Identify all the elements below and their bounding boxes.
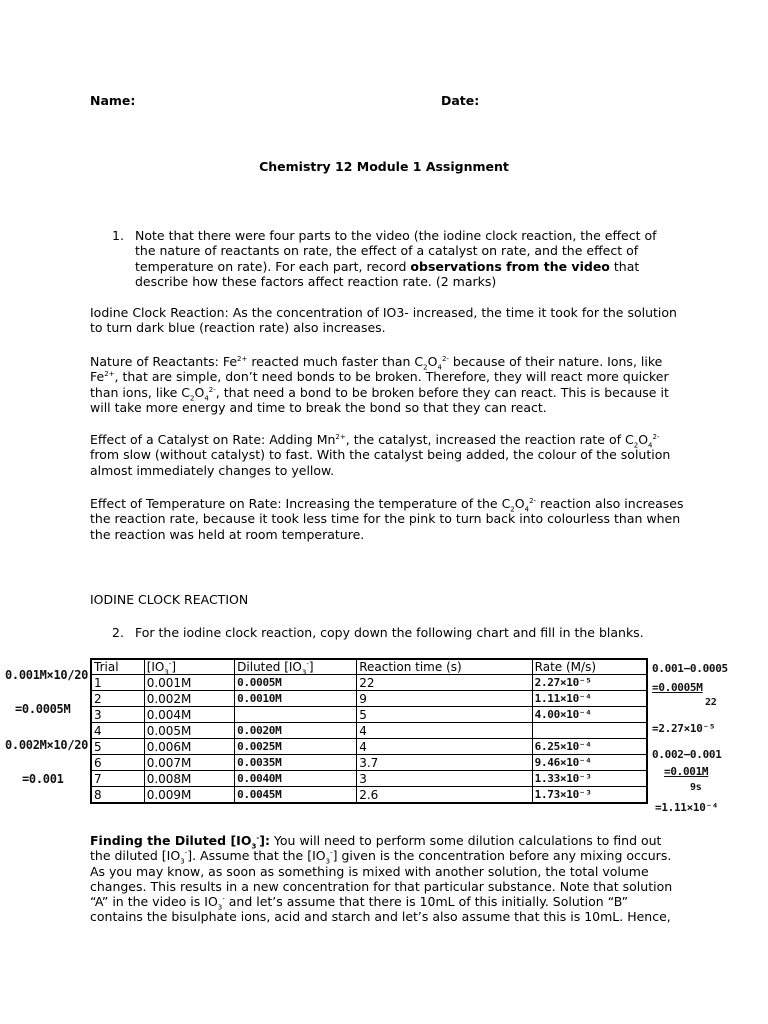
trial-cell — [91, 787, 144, 804]
rate-cell-value: 1.11×10⁻⁴ — [534, 692, 592, 705]
question-2-text: For the iodine clock reaction, copy down the following chart and fill in the blanks. — [135, 625, 644, 640]
concentration-cell-value: 0.009M — [146, 787, 192, 802]
margin-note-left: =0.0005M — [15, 702, 71, 716]
concentration-cell-value: 0.007M — [146, 755, 192, 770]
margin-note-left: 0.001M×10/20 — [5, 668, 89, 682]
concentration-cell-value: 0.006M — [146, 739, 192, 754]
trial-cell-value: 1 — [94, 675, 102, 690]
reaction-time-cell-value: 5 — [359, 707, 367, 722]
margin-note-right: =2.27×10⁻⁵ — [652, 722, 716, 735]
table-row — [91, 771, 647, 787]
concentration-cell — [144, 755, 234, 771]
header-trial: Trial — [91, 659, 144, 675]
chart-header-row — [91, 659, 647, 675]
reaction-time-cell — [357, 771, 532, 787]
diluted-cell — [235, 723, 357, 739]
concentration-cell — [144, 675, 234, 691]
trial-cell-value: 7 — [94, 771, 102, 786]
margin-note-left: 0.002M×10/20 — [5, 738, 89, 752]
trial-cell — [91, 707, 144, 723]
table-row — [91, 755, 647, 771]
rate-cell — [532, 691, 647, 707]
trial-cell-value: 2 — [94, 691, 102, 706]
concentration-cell-value: 0.001M — [146, 675, 192, 690]
section-heading: IODINE CLOCK REACTION — [90, 592, 249, 607]
concentration-cell-value: 0.004M — [146, 707, 192, 722]
concentration-cell — [144, 739, 234, 755]
reaction-time-cell-value: 4 — [359, 723, 367, 738]
trial-cell — [91, 723, 144, 739]
trial-cell-value: 3 — [94, 707, 102, 722]
answer-iodine-clock: Iodine Clock Reaction: As the concentration of IO3- increased, the time it took for the solution to turn dark blue (reaction rate) also increases. — [90, 305, 677, 336]
header-diluted-concentration: Diluted $[IO_3^-]$ — [235, 659, 357, 675]
rate-cell-value: 2.27×10⁻⁵ — [534, 676, 592, 689]
table-row — [91, 675, 647, 691]
rate-cell-value: 4.00×10⁻⁴ — [534, 708, 592, 721]
page-title: Chemistry 12 Module 1 Assignment — [259, 159, 509, 174]
iodine-clock-chart — [90, 658, 648, 804]
diluted-cell-value: 0.0010M — [237, 692, 282, 705]
reaction-time-cell — [357, 691, 532, 707]
header-concentration: $[IO_3^-]$ — [144, 659, 234, 675]
reaction-time-cell-value: 22 — [359, 675, 375, 690]
table-row — [91, 723, 647, 739]
trial-cell — [91, 771, 144, 787]
answer-catalyst: Effect of a Catalyst on Rate: Adding $Mn^{2+}$, the catalyst, increased the reaction rate of $C_2O_4^{2-}$ from slow (without catalyst) to fast. With the catalyst being added, the colour of the solution almost immediately changes to yellow. — [90, 432, 671, 478]
diluted-cell-value: 0.0025M — [237, 740, 282, 753]
reaction-time-cell-value: 9 — [359, 691, 367, 706]
margin-note-right: =0.0005M — [652, 681, 703, 694]
margin-note-right: =0.001M — [664, 765, 709, 778]
diluted-cell-value: 0.0045M — [237, 788, 282, 801]
trial-cell-value: 6 — [94, 755, 102, 770]
diluted-cell-value: 0.0040M — [237, 772, 282, 785]
finding-diluted-label: Finding the Diluted $[IO_3^-]$: — [90, 833, 270, 851]
diluted-cell — [235, 787, 357, 804]
question-1-text — [135, 228, 675, 289]
concentration-cell-value: 0.005M — [146, 723, 192, 738]
diluted-cell — [235, 707, 357, 723]
diluted-cell — [235, 755, 357, 771]
rate-cell-value: 1.73×10⁻³ — [534, 788, 592, 801]
reaction-time-cell — [357, 755, 532, 771]
question-2-number: 2. — [112, 625, 124, 640]
trial-cell — [91, 675, 144, 691]
table-row — [91, 787, 647, 804]
margin-note-right: 0.002−0.001 — [652, 748, 722, 761]
diluted-cell — [235, 675, 357, 691]
diluted-cell — [235, 771, 357, 787]
rate-cell-value: 6.25×10⁻⁴ — [534, 740, 592, 753]
rate-cell — [532, 739, 647, 755]
question-1-text-part: that describe how these factors affect reaction rate. (2 marks) — [135, 258, 640, 289]
diluted-cell-value: 0.0035M — [237, 756, 282, 769]
reaction-time-cell — [357, 739, 532, 755]
trial-cell-value: 5 — [94, 739, 102, 754]
rate-cell — [532, 723, 647, 739]
trial-cell — [91, 691, 144, 707]
concentration-cell — [144, 691, 234, 707]
reaction-time-cell — [357, 723, 532, 739]
concentration-cell — [144, 723, 234, 739]
answer-temperature: Effect of Temperature on Rate: Increasing the temperature of the $C_2O_4^{2-}$ reaction also increases the reaction rate, because it took less time for the pink to turn back into colourless than when the reaction was held at room temperature. — [90, 496, 684, 542]
rate-cell — [532, 755, 647, 771]
diluted-cell — [235, 691, 357, 707]
reaction-time-cell-value: 3 — [359, 771, 367, 786]
diluted-cell-value: 0.0005M — [237, 676, 282, 689]
name-label: Name: — [90, 93, 136, 108]
margin-note-left: =0.001 — [22, 772, 64, 786]
table-row — [91, 691, 647, 707]
table-row — [91, 739, 647, 755]
answer-nature-of-reactants: Nature of Reactants: $Fe^{2+}$ reacted much faster than $C_2O_4^{2-}$ because of their nature. Ions, like $Fe^{2+}$, that are simple, don’t need bonds to be broken. Therefore, they will react more quicker than ions, like $C_2O_4^{2-}$, that need a bond to be broken before they can react. This is because it will take more energy and time to break the bond so that they can react. — [90, 354, 669, 415]
margin-note-right: 9s — [690, 782, 702, 793]
concentration-cell-value: 0.008M — [146, 771, 192, 786]
trial-cell-value: 4 — [94, 723, 102, 738]
trial-cell — [91, 739, 144, 755]
reaction-time-cell-value: 4 — [359, 739, 367, 754]
trial-cell-value: 8 — [94, 787, 102, 802]
header-rate: Rate (M/s) — [532, 659, 647, 675]
table-row — [91, 707, 647, 723]
margin-note-right: 22 — [705, 697, 717, 708]
rate-cell — [532, 675, 647, 691]
rate-cell — [532, 771, 647, 787]
reaction-time-cell-value: 2.6 — [359, 787, 379, 802]
rate-cell — [532, 787, 647, 804]
margin-note-right: 0.001−0.0005 — [652, 662, 728, 675]
reaction-time-cell — [357, 707, 532, 723]
question-1-number: 1. — [112, 228, 124, 243]
concentration-cell-value: 0.002M — [146, 691, 192, 706]
date-label: Date: — [441, 93, 480, 108]
diluted-cell-value: 0.0020M — [237, 724, 282, 737]
question-1-text-part: Note that there were four parts to the video (the iodine clock reaction, the effect of the nature of reactants on rate, the effect of a catalyst on rate, and the effect of temperature on rate). For each part, record — [135, 228, 657, 274]
trial-cell — [91, 755, 144, 771]
reaction-time-cell — [357, 675, 532, 691]
question-1-bold-text: observations from the video — [410, 258, 610, 274]
rate-cell-value: 9.46×10⁻⁴ — [534, 756, 592, 769]
reaction-time-cell — [357, 787, 532, 804]
rate-cell-value: 1.33×10⁻³ — [534, 772, 592, 785]
diluted-cell — [235, 739, 357, 755]
reaction-time-cell-value: 3.7 — [359, 755, 379, 770]
header-reaction-time: Reaction time (s) — [357, 659, 532, 675]
concentration-cell — [144, 707, 234, 723]
concentration-cell — [144, 771, 234, 787]
rate-cell — [532, 707, 647, 723]
finding-diluted-paragraph: Finding the Diluted $[IO_3^-]$: You will need to perform some dilution calculations to find out the diluted $[IO_3^-]$. Assume that the $[IO_3^-]$ given is the concentration before any mixing occurs. As you may know, as soon as something is mixed with another solution, the total volume changes. This results in a new concentration for that particular substance. Note that solution “A” in the video is $IO_3^-$ and let’s assume that there is 10mL of this initially. Solution “B” contains the bisulphate ions, acid and starch and let’s also assume that this is 10mL. Hence, — [90, 833, 673, 925]
concentration-cell — [144, 787, 234, 804]
margin-note-right: =1.11×10⁻⁴ — [655, 801, 719, 814]
